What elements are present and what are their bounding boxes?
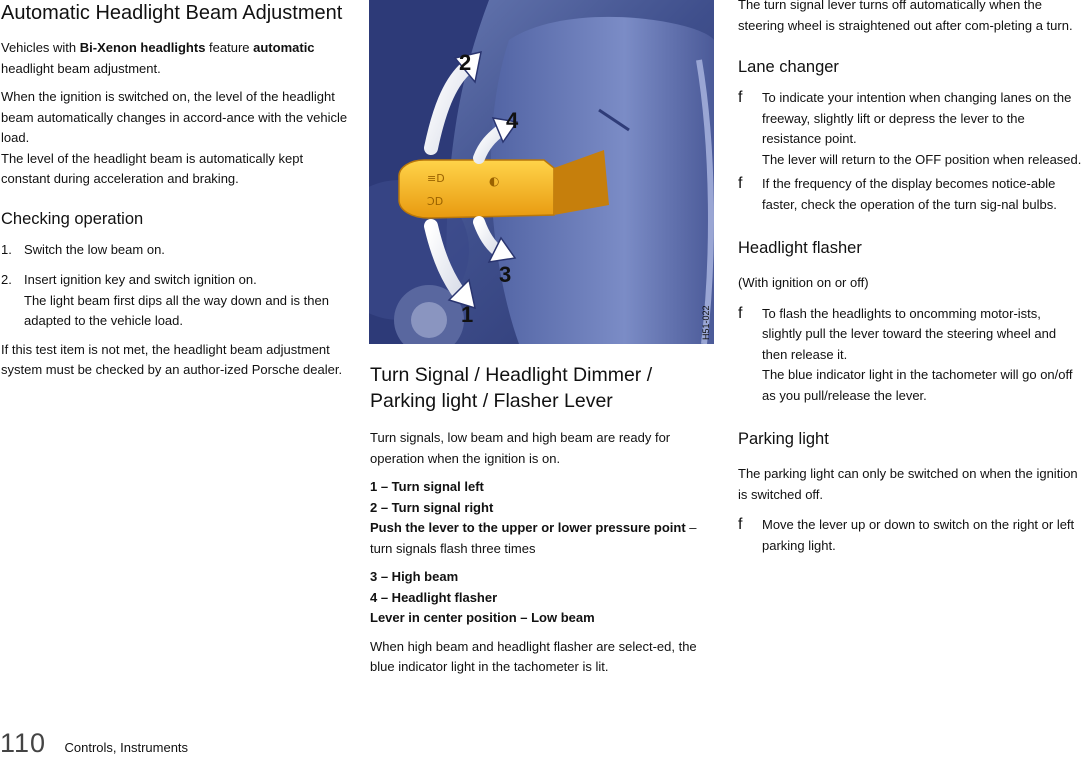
svg-text:ƆD: ƆD [427,195,444,208]
callout-4: 4 [506,108,519,133]
figure-code: H51-022 [701,305,711,340]
lever-figure [369,0,714,344]
callout-1: 1 [461,302,474,327]
flasher-ignition-note: (With ignition on or off) [738,275,869,290]
step-item: 2. Insert ignition key and switch ignition on. The light beam first dips all the way down and is then adapted to the vehicle load. [1,272,329,328]
auto-off-paragraph: The turn signal lever turns off automatically when the steering wheel is straightened out after com-pleting a turn. [738,0,1073,33]
callout-2: 2 [459,50,472,75]
function-turn-right: 2 – Turn signal right [370,499,494,515]
heading-lane-changer: Lane changer [738,58,839,76]
lever-functions [370,477,714,559]
lever-functions-beam [370,567,714,629]
heading-parking-light: Parking light [738,430,829,448]
function-turn-left: 1 – Turn signal left [370,479,484,494]
heading-turn-signal-lever: Turn Signal / Headlight Dimmer / Parking light / Flasher Lever [370,364,653,412]
right-column [738,0,1084,556]
indicator-light-paragraph: When high beam and headlight flasher are select-ed, the blue indicator light in the tachometer is lit. [370,638,697,674]
pressure-point-note: Push the lever to the upper or lower pressure point – turn signals flash three times [370,520,697,556]
svg-text:≡D: ≡D [427,172,445,185]
left-column [1,0,351,381]
step-item: 1. Switch the low beam on. [1,241,165,257]
beam-level-paragraph: When the ignition is switched on, the level of the headlight beam automatically changes in accord-ance with the vehicle load. [1,89,348,145]
middle-column [370,362,714,678]
function-low-beam: Lever in center position – Low beam [370,610,595,625]
bixenon-intro: Vehicles with Bi-Xenon headlights feature automatic headlight beam adjustment. [1,40,315,76]
lane-change-bullet: f To indicate your intention when changing lanes on the freeway, slightly lift or depress the lever to the resistance point. The lever will return to the OFF position when released. [738,89,1082,167]
dealer-check-paragraph: If this test item is not met, the headlight beam adjustment system must be checked by an author-ized Porsche dealer. [1,341,343,377]
lever-intro: Turn signals, low beam and high beam are ready for operation when the ignition is on. [370,430,671,466]
page-number: 110 [0,728,47,758]
parking-light-bullet: f Move the lever up or down to switch on the right or left parking light. [738,516,1075,553]
checking-steps [1,240,351,332]
parking-light-paragraph: The parking light can only be switched on when the ignition is switched off. [738,466,1078,502]
lever-illustration [369,0,714,344]
section-name: Controls, Instruments [64,740,189,755]
function-headlight-flasher: 4 – Headlight flasher [370,589,498,605]
bulb-check-bullet: f If the frequency of the display becomes notice-able faster, check the operation of the turn sig-nal bulbs. [738,175,1057,212]
heading-checking-operation: Checking operation [1,209,144,228]
svg-text:◐: ◐ [489,174,500,188]
page-footer [0,728,188,759]
heading-headlight-beam-adjustment: Automatic Headlight Beam Adjustment [1,2,343,24]
flasher-bullet: f To flash the headlights to oncomming motor-ists, slightly pull the lever toward the steering wheel and then release it. The blue indicator light in the tachometer will go on/off as you pull/release the lever. [738,304,1073,403]
beam-constant-paragraph: The level of the headlight beam is automatically kept constant during acceleration and braking. [1,150,304,186]
callout-3: 3 [499,262,512,287]
function-high-beam: 3 – High beam [370,569,459,584]
heading-headlight-flasher: Headlight flasher [738,239,862,257]
